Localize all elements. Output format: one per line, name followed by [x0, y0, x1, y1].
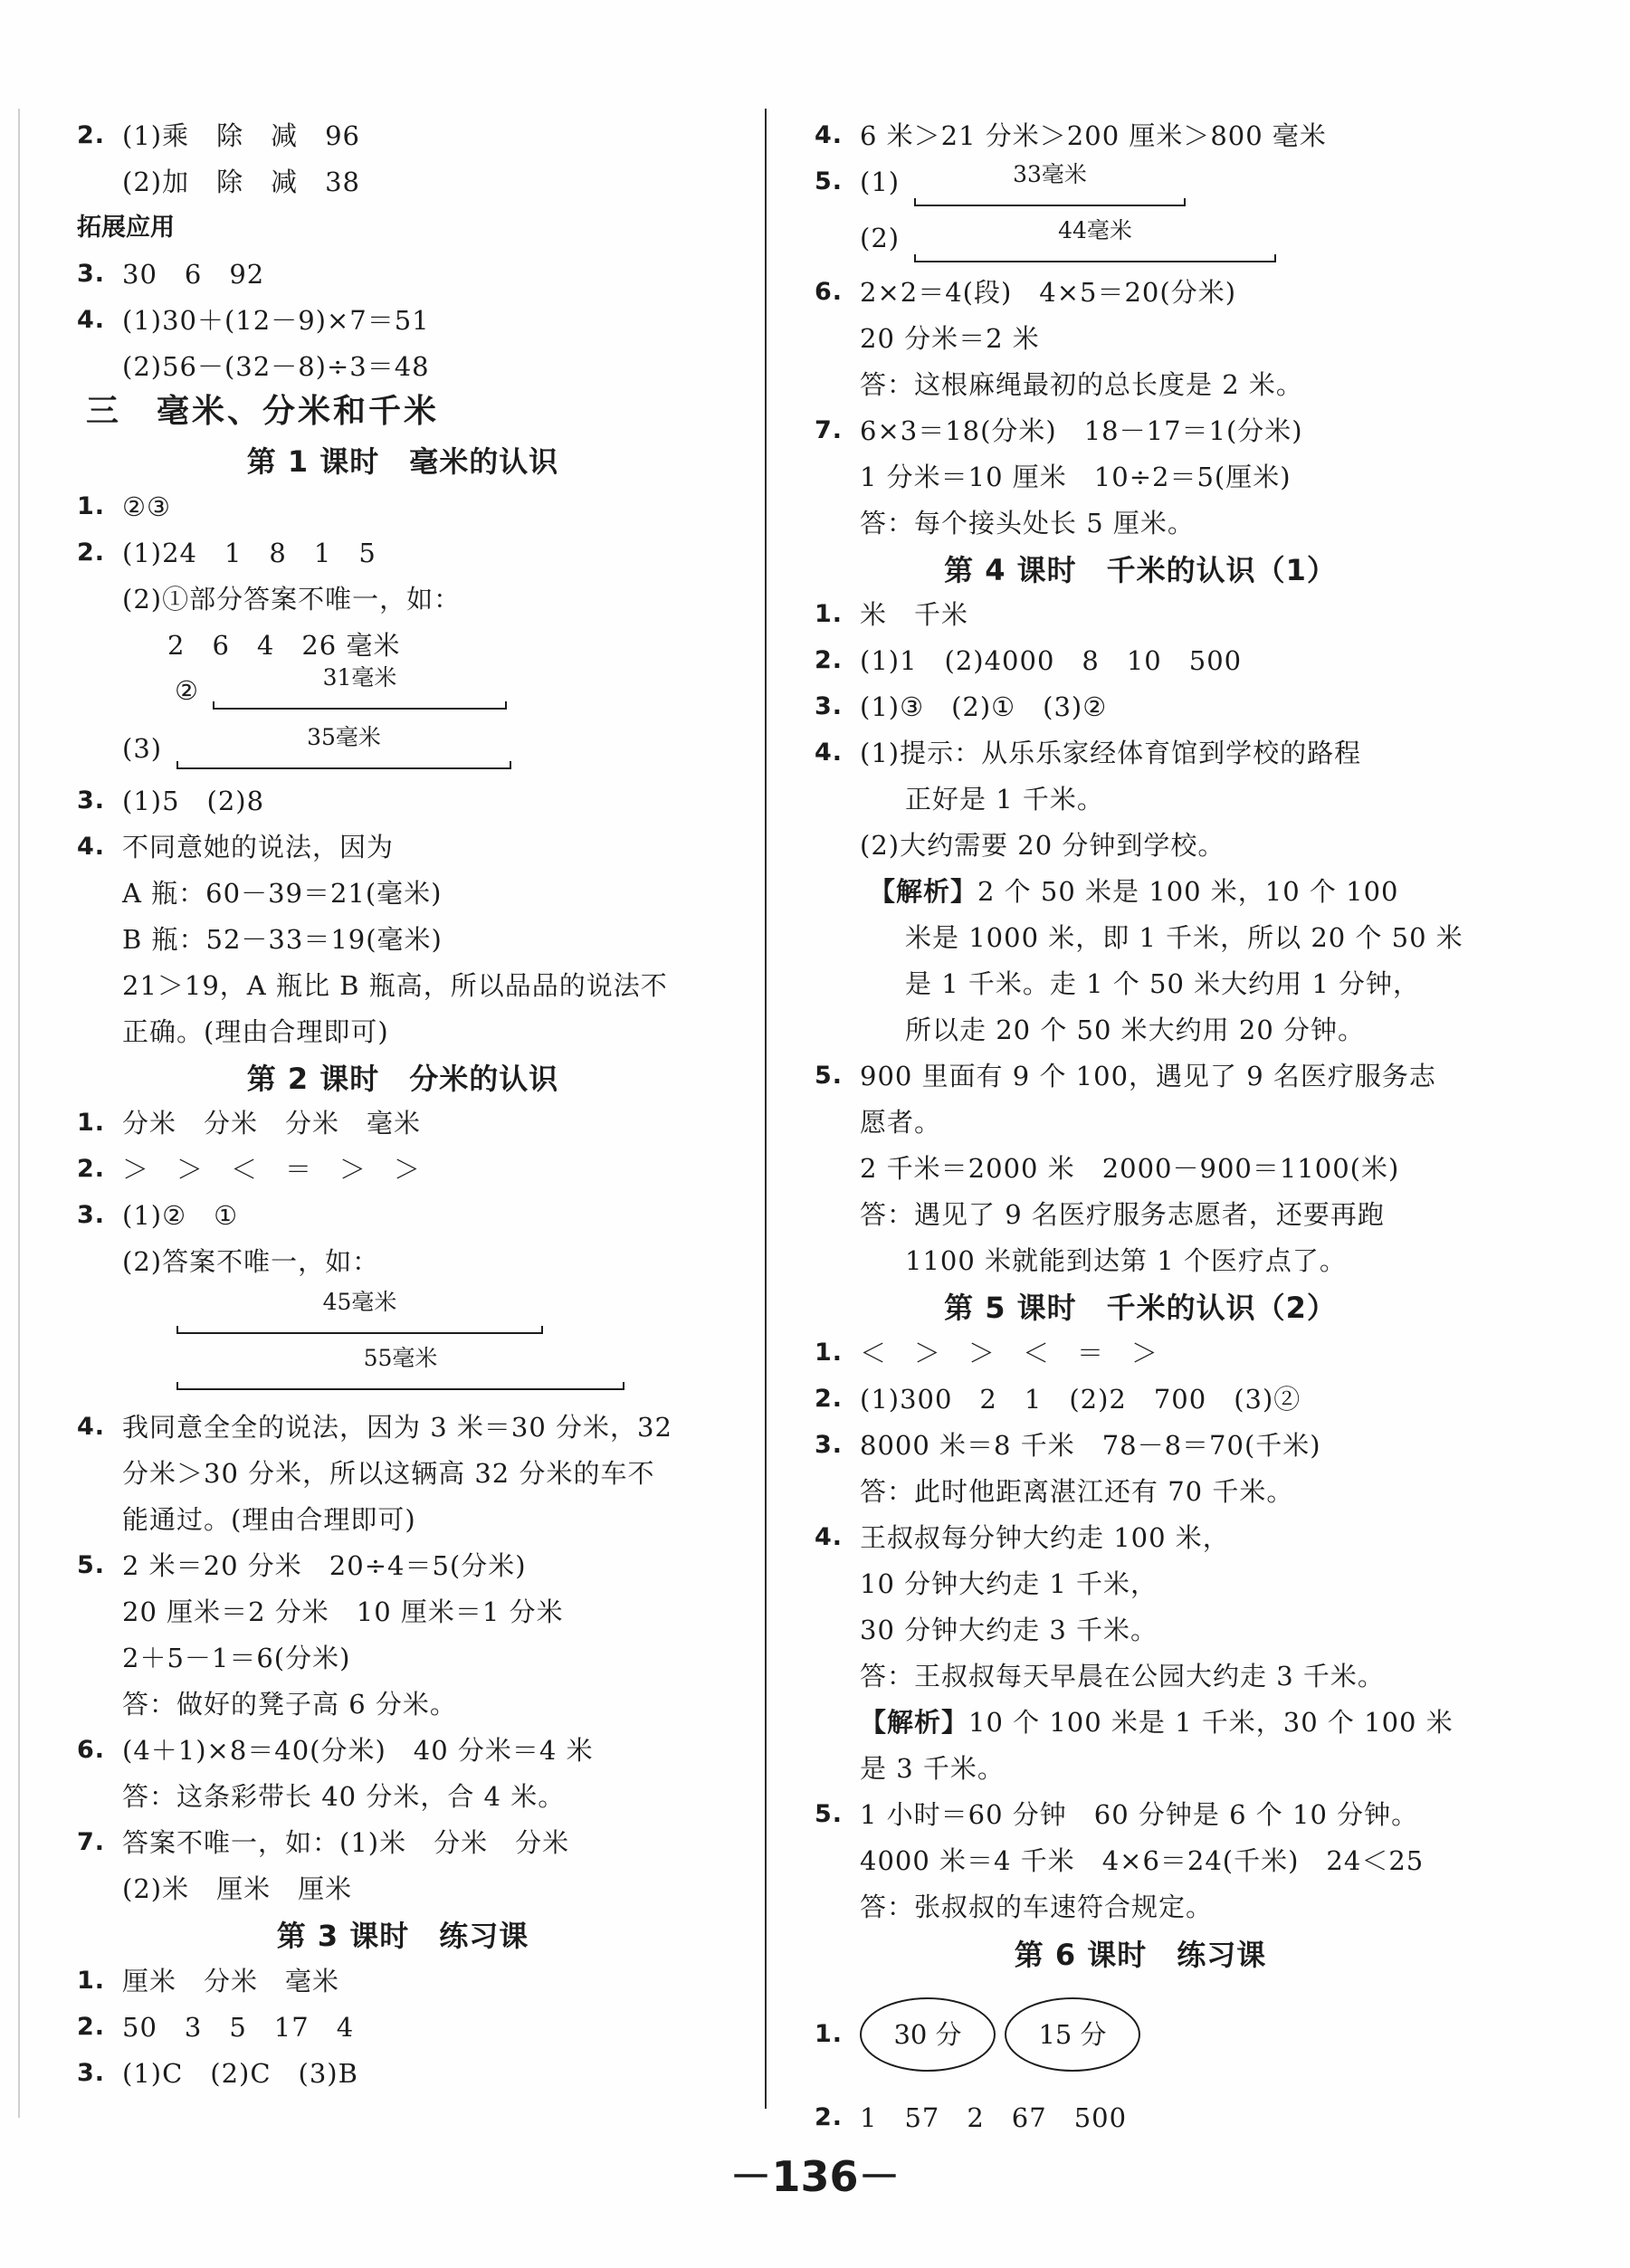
page-edge [18, 109, 20, 2118]
left-column: 2. (1)乘 除 减 96 (2)加 除 减 38 拓展应用 3. 30 6 92 4. (1)30＋(12－9)×7＝51 (2)56－(32－8)÷3＝48 三 毫米、分米和千米 第 1 课时 毫米的认识 1. ②③ 2. (1)24 1 8 1 5 (2)①部分答案不唯一，如： 2 6 4 26 毫米 ② 31毫米 (3) 35毫米 3. (1)5 (2)8 4. 不同意她的说法，因为 A 瓶：60－39＝21(毫米) B 瓶：52－33＝19(毫米) 21＞19，A 瓶比 B 瓶高，所以品品的说法不 正确。(理由合理即可) 第 2 课时 分米的认识 1. 分米 分米 分米 毫米 2. ＞ ＞ ＜ ＝ ＞ ＞ 3. (1)② ① (2)答案不唯一，如： 45毫米 55毫米 4. 我同意全全的说法，因为 3 米＝30 分米，32 分米＞30 分米，所以这辆高 32 分米的车不 能通过。(理由合理即可) 5. 2 米＝20 分米 20÷4＝5(分米) 20 厘米＝2 分米 10 厘米＝1 分米 2＋5－1＝6(分米) 答：做好的凳子高 6 分米。 6. (4＋1)×8＝40(分米) 40 分米＝4 米 答：这条彩带长 40 分米，合 4 米。 7. 答案不唯一，如：(1)米 分米 分米 (2)米 厘米 厘米 第 3 课时 练习课 1. 厘米 分米 毫米 2. 50 3 5 17 4 3. (1)C (2)C (3)B [77, 109, 729, 2136]
lesson-title: 第 6 课时 练习课 [1014, 1938, 1267, 1972]
answer-line: 是 1 千米。走 1 个 50 米大约用 1 分钟， [905, 968, 1421, 999]
analysis-tag: 【解析】 [869, 876, 978, 907]
answer-line: 答：这条彩带长 40 分米，合 4 米。 [122, 1781, 566, 1812]
answer-line: 正好是 1 千米。 [905, 784, 1104, 815]
answer-line: 答：张叔叔的车速符合规定。 [860, 1892, 1214, 1922]
answer-line: 10 分钟大约走 1 千米， [860, 1568, 1158, 1599]
lesson-title: 第 4 课时 千米的认识（1） [944, 553, 1337, 587]
lesson-title: 第 2 课时 分米的认识 [246, 1062, 559, 1096]
answer-line: 能通过。(理由合理即可) [122, 1504, 416, 1535]
answer-line: 2 6 4 26 毫米 [167, 630, 401, 661]
lesson-title: 第 3 课时 练习课 [276, 1919, 529, 1953]
lesson-title: 第 5 课时 千米的认识（2） [944, 1291, 1337, 1325]
answer-line: B 瓶：52－33＝19(毫米) [122, 924, 443, 955]
answer-line: 正确。(理由合理即可) [122, 1016, 389, 1047]
answer-line: (2)56－(32－8)÷3＝48 [122, 351, 430, 382]
answer-oval: 15 分 [1005, 1997, 1140, 2072]
answer-line: 1 分米＝10 厘米 10÷2＝5(厘米) [860, 462, 1292, 492]
line-segment-31mm: 31毫米 [213, 664, 507, 710]
answer-line: A 瓶：60－39＝21(毫米) [122, 878, 443, 909]
answer-line: 1100 米就能到达第 1 个医疗点了。 [905, 1245, 1347, 1276]
answer-line: 30 分钟大约走 3 千米。 [860, 1615, 1158, 1645]
line-segment-33mm: 33毫米 [914, 161, 1186, 206]
answer-line: (2)米 厘米 厘米 [122, 1873, 353, 1904]
line-segment-44mm: 44毫米 [914, 217, 1276, 262]
column-divider [765, 109, 767, 2109]
chapter-title: 三 毫米、分米和千米 [86, 393, 440, 430]
section-heading: 拓展应用 [77, 214, 175, 242]
line-segment-55mm: 55毫米 [176, 1345, 624, 1390]
answer-line: ② [175, 675, 199, 706]
answer-line: 4000 米＝4 千米 4×6＝24(千米) 24＜25 [860, 1845, 1425, 1876]
answer-line: 答：做好的凳子高 6 分米。 [122, 1689, 457, 1720]
answer-line: 答：这根麻绳最初的总长度是 2 米。 [860, 369, 1303, 400]
right-column: 4. 6 米＞21 分米＞200 厘米＞800 毫米 5. (1) 33毫米 (2) 44毫米 6. 2×2＝4(段) 4×5＝20(分米) 20 分米＝2 米 答：这根麻绳最初的总长度是 2 米。 7. 6×3＝18(分米) 18－17＝1(分米) 1 分米＝10 厘米 10÷2＝5(厘米) 答：每个接头处长 5 厘米。 第 4 课时 千米的认识（1） 1. 米 千米 2. (1)1 (2)4000 8 10 500 3. (1)③ (2)① (3)② 4. (1)提示：从乐乐家经体育馆到学校的路程 正好是 1 千米。 (2)大约需要 20 分钟到学校。 【解析】2 个 50 米是 100 米，10 个 100 米是 1000 米，即 1 千米，所以 20 个 50 米 是 1 千米。走 1 个 50 米大约用 1 分钟， 所以走 20 个 50 米大约用 20 分钟。 5. 900 里面有 9 个 100，遇见了 9 名医疗服务志 愿者。 2 千米＝2000 米 2000－900＝1100(米) 答：遇见了 9 名医疗服务志愿者，还要再跑 1100 米就能到达第 1 个医疗点了。 第 5 课时 千米的认识（2） 1. ＜ ＞ ＞ ＜ ＝ ＞ 2. (1)300 2 1 (2)2 700 (3)② 3. 8000 米＝8 千米 78－8＝70(千米) 答：此时他距离湛江还有 70 千米。 4. 王叔叔每分钟大约走 100 米， 10 分钟大约走 1 千米， 30 分钟大约走 3 千米。 答：王叔叔每天早晨在公园大约走 3 千米。 【解析】10 个 100 米是 1 千米，30 个 100 米 是 3 千米。 5. 1 小时＝60 分钟 60 分钟是 6 个 10 分钟。 4000 米＝4 千米 4×6＝24(千米) 24＜25 答：张叔叔的车速符合规定。 第 6 课时 练习课 1. 30 分 15 分 2. 1 57 2 67 500 [815, 109, 1466, 2136]
line-segment-45mm: 45毫米 [176, 1289, 543, 1334]
answer-line: 所以走 20 个 50 米大约用 20 分钟。 [905, 1015, 1366, 1045]
analysis-line: 【解析】10 个 100 米是 1 千米，30 个 100 米 [860, 1707, 1454, 1738]
answer-line: 2＋5－1＝6(分米) [122, 1643, 351, 1673]
answer-line: (2)大约需要 20 分钟到学校。 [860, 830, 1225, 861]
answer-line: 愿者。 [860, 1107, 942, 1138]
answer-line: 答：王叔叔每天早晨在公园大约走 3 千米。 [860, 1661, 1385, 1691]
line-segment-35mm: 35毫米 [176, 724, 511, 769]
answer-line: 2 千米＝2000 米 2000－900＝1100(米) [860, 1153, 1400, 1184]
answer-line: 答：此时他距离湛江还有 70 千米。 [860, 1476, 1294, 1507]
answer-line: (2)①部分答案不唯一，如： [122, 584, 462, 615]
answer-line: 是 3 千米。 [860, 1753, 1005, 1784]
answer-line: 答：每个接头处长 5 厘米。 [860, 508, 1195, 538]
answer-line: 21＞19，A 瓶比 B 瓶高，所以品品的说法不 [122, 970, 668, 1001]
analysis-tag: 【解析】 [860, 1707, 969, 1738]
answer-oval: 30 分 [860, 1997, 996, 2072]
answer-line: 20 分米＝2 米 [860, 323, 1040, 354]
page-number: －136－ [729, 2152, 901, 2201]
answer-line: (2)加 除 减 38 [122, 167, 360, 197]
analysis-line: 【解析】2 个 50 米是 100 米，10 个 100 [869, 876, 1399, 907]
answer-line: 米是 1000 米，即 1 千米，所以 20 个 50 米 [905, 922, 1463, 953]
answer-line: 答：遇见了 9 名医疗服务志愿者，还要再跑 [860, 1199, 1385, 1230]
answer-line: 分米＞30 分米，所以这辆高 32 分米的车不 [122, 1458, 655, 1489]
answer-line: (3) [122, 733, 163, 764]
answer-line: (2)答案不唯一，如： [122, 1246, 380, 1277]
answer-line: (2) [860, 223, 901, 253]
lesson-title: 第 1 课时 毫米的认识 [246, 444, 559, 479]
answer-line: 20 厘米＝2 分米 10 厘米＝1 分米 [122, 1596, 564, 1627]
